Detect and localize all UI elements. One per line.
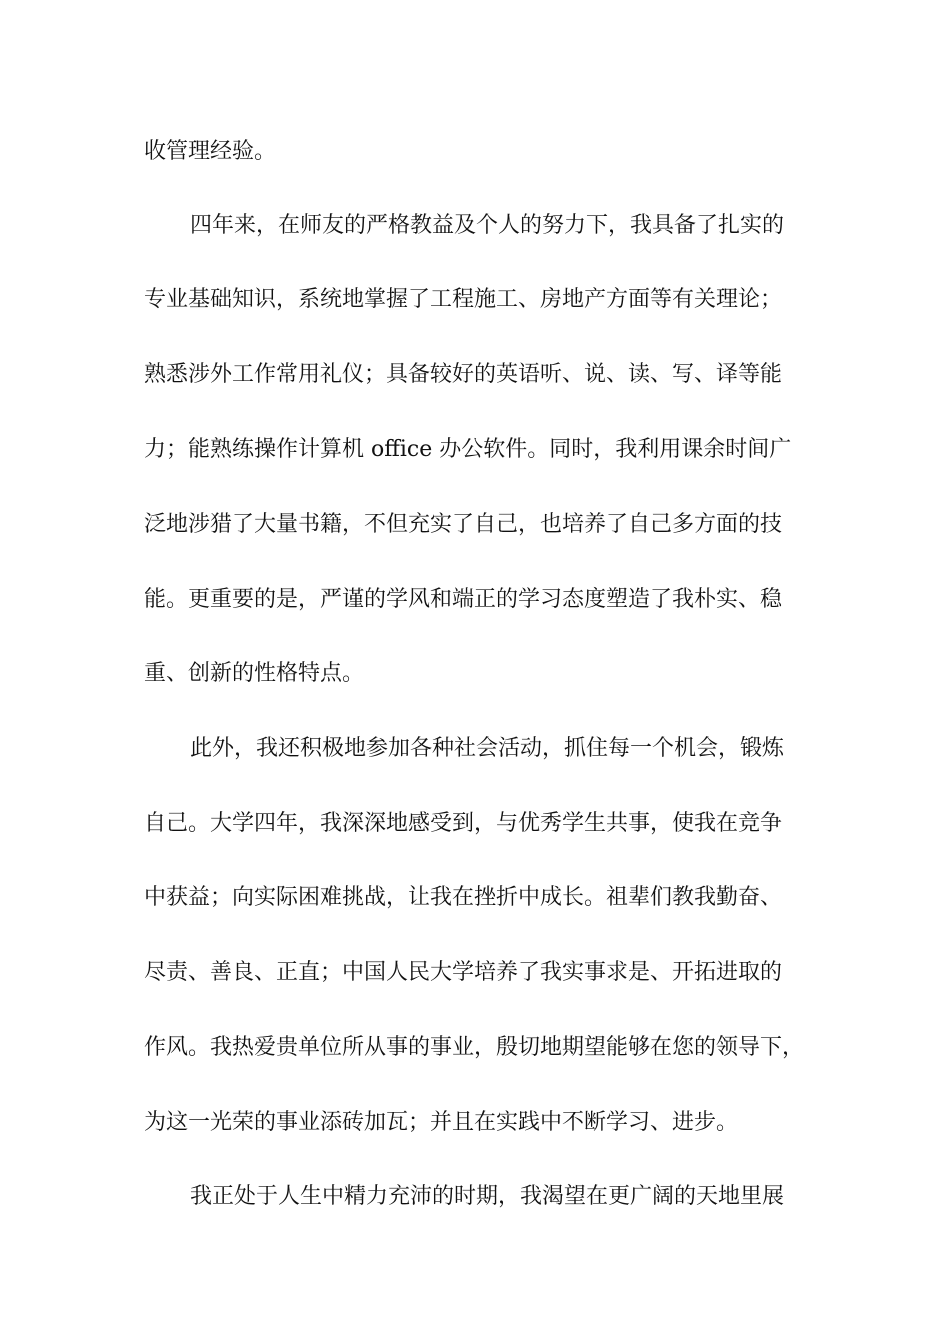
paragraph-first-line: 四年来，在师友的严格教益及个人的努力下，我具备了扎实的	[190, 213, 785, 238]
text-line: 能。更重要的是，严谨的学风和端正的学习态度塑造了我朴实、稳	[144, 587, 783, 612]
text-line: 熟悉涉外工作常用礼仪；具备较好的英语听、说、读、写、译等能	[144, 362, 783, 387]
text-line: 泛地涉猎了大量书籍，不但充实了自己，也培养了自己多方面的技	[144, 512, 783, 537]
paragraph-first-line: 我正处于人生中精力充沛的时期，我渴望在更广阔的天地里展	[190, 1184, 785, 1209]
text-line: 尽责、善良、正直；中国人民大学培养了我实事求是、开拓进取的	[144, 960, 783, 985]
text-line: 力；能熟练操作计算机 office 办公软件。同时，我利用课余时间广	[144, 437, 792, 462]
text-line: 中获益；向实际困难挑战，让我在挫折中成长。祖辈们教我勤奋、	[144, 885, 783, 910]
text-line: 自己。大学四年，我深深地感受到，与优秀学生共事，使我在竞争	[144, 811, 783, 836]
paragraph-first-line: 此外，我还积极地参加各种社会活动，抓住每一个机会，锻炼	[190, 736, 785, 761]
text-line: 重、创新的性格特点。	[144, 661, 365, 686]
text-line: 专业基础知识，系统地掌握了工程施工、房地产方面等有关理论；	[144, 287, 783, 312]
text-line: 作风。我热爱贵单位所从事的事业，殷切地期望能够在您的领导下，	[144, 1035, 805, 1060]
text-line: 为这一光荣的事业添砖加瓦；并且在实践中不断学习、进步。	[144, 1110, 739, 1135]
text-line: 收管理经验。	[144, 139, 277, 164]
